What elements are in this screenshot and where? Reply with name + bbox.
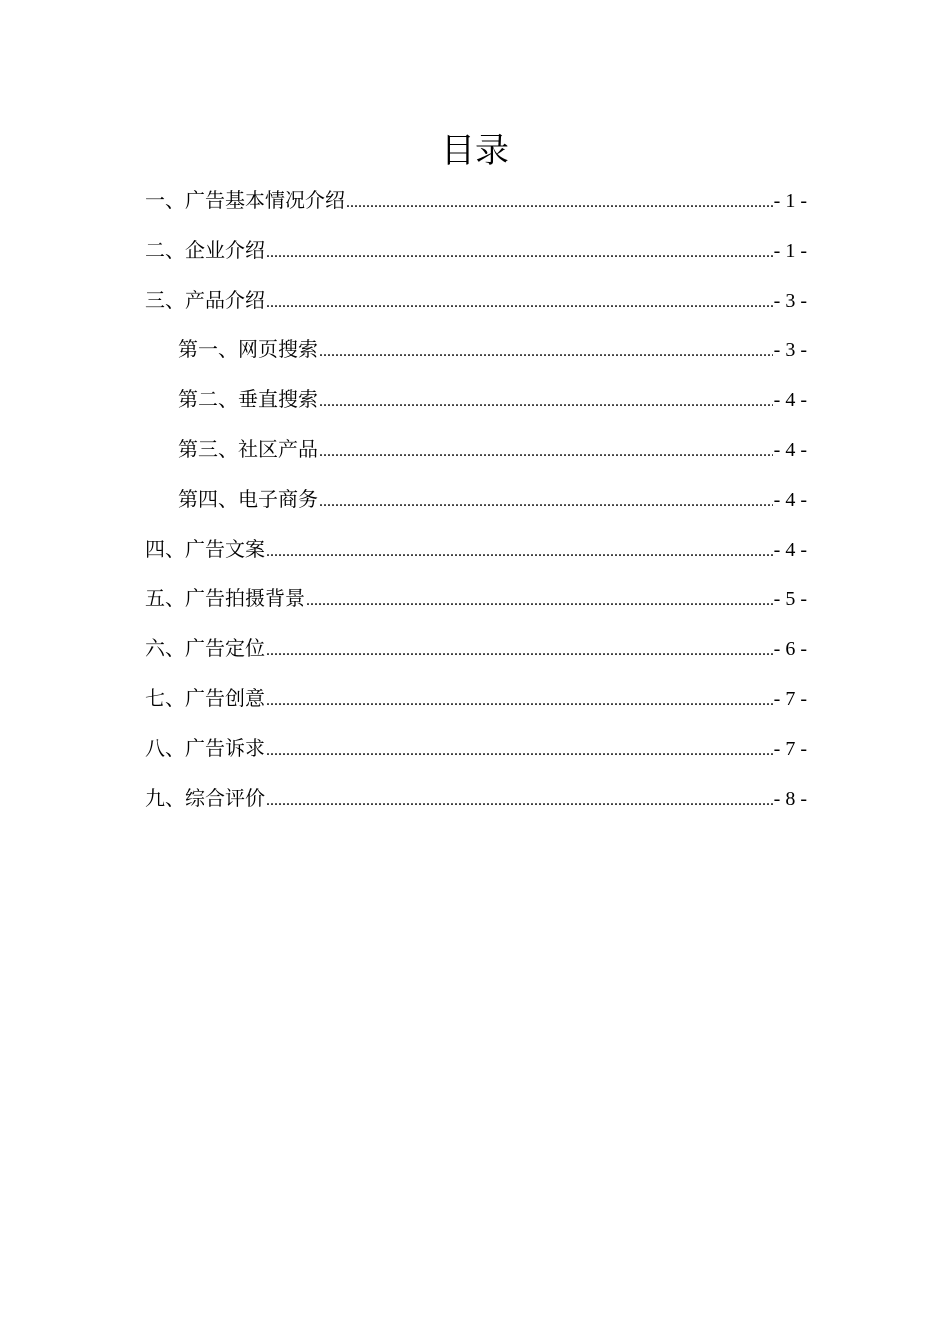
toc-page-number: - 4 - [773, 488, 807, 511]
toc-leader-dots [346, 186, 773, 220]
toc-entry-text: 第一、网页搜索 [178, 337, 318, 362]
toc-leader-dots [266, 684, 773, 718]
toc-page-number: - 3 - [773, 289, 807, 312]
toc-subentry[interactable] [145, 482, 807, 532]
toc-subentry[interactable] [145, 382, 807, 432]
toc-entry-text: 五、广告拍摄背景 [145, 586, 305, 611]
toc-leader-dots [266, 236, 773, 270]
toc-entry[interactable] [145, 183, 807, 233]
toc-leader-dots [266, 734, 773, 768]
toc-subentry[interactable] [145, 432, 807, 482]
toc-leader-dots [319, 385, 773, 419]
toc-entry[interactable] [145, 781, 807, 831]
toc-page-number: - 3 - [773, 339, 807, 362]
toc-list [145, 183, 807, 830]
toc-entry-text: 一、广告基本情况介绍 [145, 188, 345, 212]
toc-page-number: - 4 - [773, 438, 807, 461]
toc-page-number: - 7 - [773, 737, 807, 760]
toc-entry[interactable] [145, 631, 807, 681]
toc-leader-dots [319, 435, 773, 469]
toc-subentry[interactable] [145, 332, 807, 382]
toc-entry-text: 第二、垂直搜索 [178, 387, 318, 412]
toc-entry[interactable] [145, 681, 807, 731]
toc-title: 目录 [441, 131, 509, 171]
toc-page-number: - 1 - [773, 239, 807, 262]
toc-leader-dots [319, 335, 773, 369]
toc-leader-dots [266, 286, 773, 320]
toc-entry[interactable] [145, 283, 807, 333]
toc-entry[interactable] [145, 233, 807, 283]
toc-leader-dots [266, 535, 773, 569]
toc-entry[interactable] [145, 731, 807, 781]
toc-leader-dots [306, 584, 773, 618]
toc-entry-text: 九、综合评价 [145, 785, 265, 810]
toc-page-number: - 4 - [773, 389, 807, 412]
toc-leader-dots [266, 784, 773, 818]
toc-entry-text: 八、广告诉求 [145, 735, 265, 760]
toc-entry[interactable] [145, 532, 807, 582]
toc-leader-dots [266, 634, 773, 668]
toc-page-number: - 7 - [773, 687, 807, 710]
toc-entry-text: 四、广告文案 [145, 536, 265, 561]
toc-page-number: - 1 - [773, 190, 807, 212]
toc-entry[interactable] [145, 581, 807, 631]
toc-page-number: - 6 - [773, 638, 807, 661]
toc-entry-text: 六、广告定位 [145, 636, 265, 661]
toc-entry-text: 三、产品介绍 [145, 287, 265, 312]
toc-page-number: - 8 - [773, 787, 807, 810]
toc-leader-dots [319, 485, 773, 519]
toc-entry-text: 第四、电子商务 [178, 486, 318, 511]
toc-page-number: - 4 - [773, 538, 807, 561]
toc-entry-text: 七、广告创意 [145, 685, 265, 710]
toc-page-number: - 5 - [773, 588, 807, 611]
toc-entry-text: 第三、社区产品 [178, 436, 318, 461]
toc-entry-text: 二、企业介绍 [145, 237, 265, 262]
